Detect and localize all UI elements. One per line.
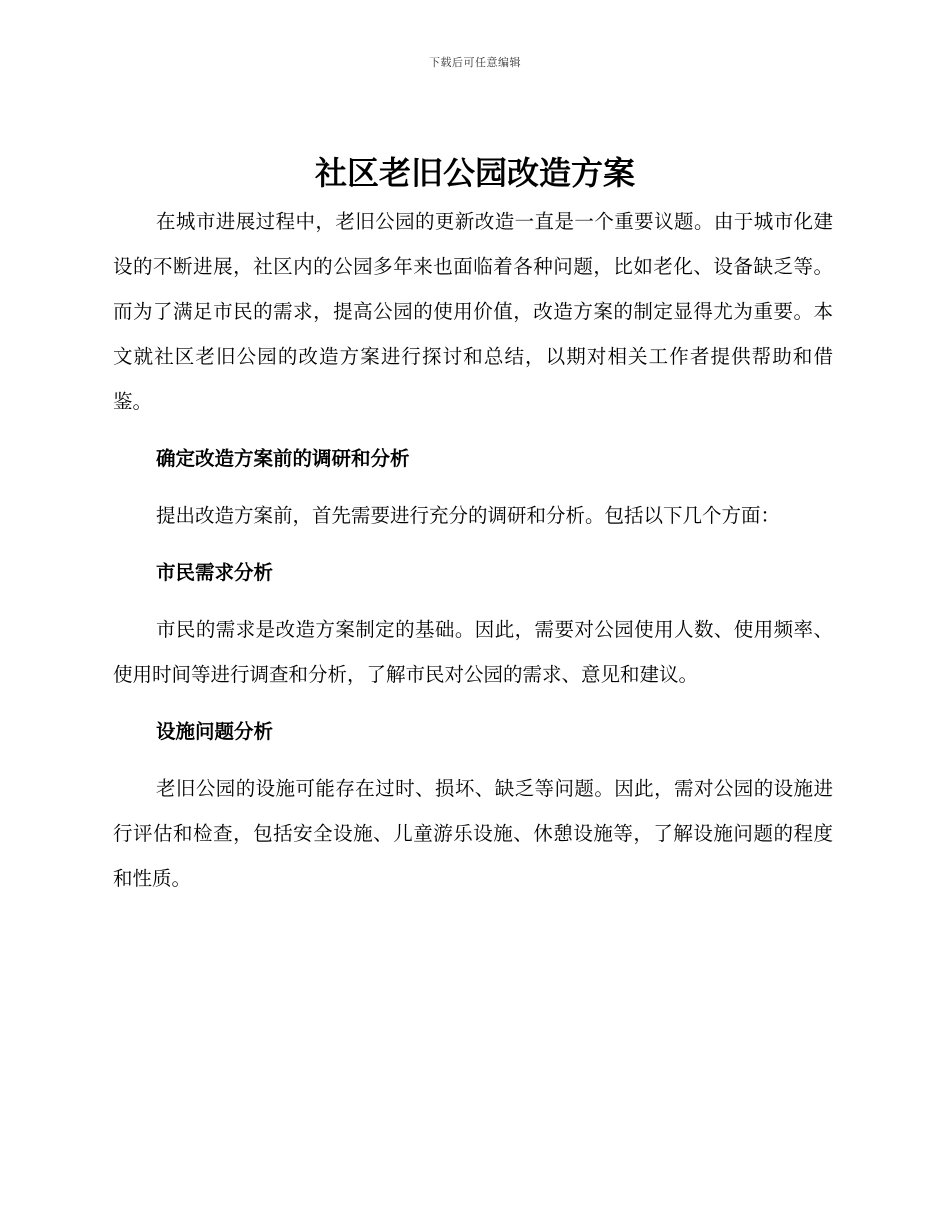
section-heading-facilities: 设施问题分析 [156,720,274,743]
header-note: 下载后可任意编辑 [429,56,521,69]
section-heading-citizen-needs: 市民需求分析 [156,561,274,584]
section-body-research: 提出改造方案前，首先需要进行充分的调研和分析。包括以下几个方面： [156,504,781,527]
document-body [113,199,833,901]
section-heading-research: 确定改造方案前的调研和分析 [156,447,410,470]
document-title: 社区老旧公园改造方案 [314,154,635,192]
intro-paragraph: 在城市进展过程中，老旧公园的更新改造一直是一个重要议题。由于城市化建设的不断进展，社区内的公园多年来也面临着各种问题，比如老化、设备缺乏等。而为了满足市民的需求，提高公园的使用价值，改造方案的制定显得尤为重要。本文就社区老旧公园的改造方案进行探讨和总结，以期对相关工作者提供帮助和借鉴。 [113,210,833,413]
section-body-facilities: 老旧公园的设施可能存在过时、损坏、缺乏等问题。因此，需对公园的设施进行评估和检查，包括安全设施、儿童游乐设施、休憩设施等，了解设施问题的程度和性质。 [113,777,833,890]
section-body-citizen-needs: 市民的需求是改造方案制定的基础。因此，需要对公园使用人数、使用频率、使用时间等进行调查和分析，了解市民对公园的需求、意见和建议。 [113,618,833,686]
